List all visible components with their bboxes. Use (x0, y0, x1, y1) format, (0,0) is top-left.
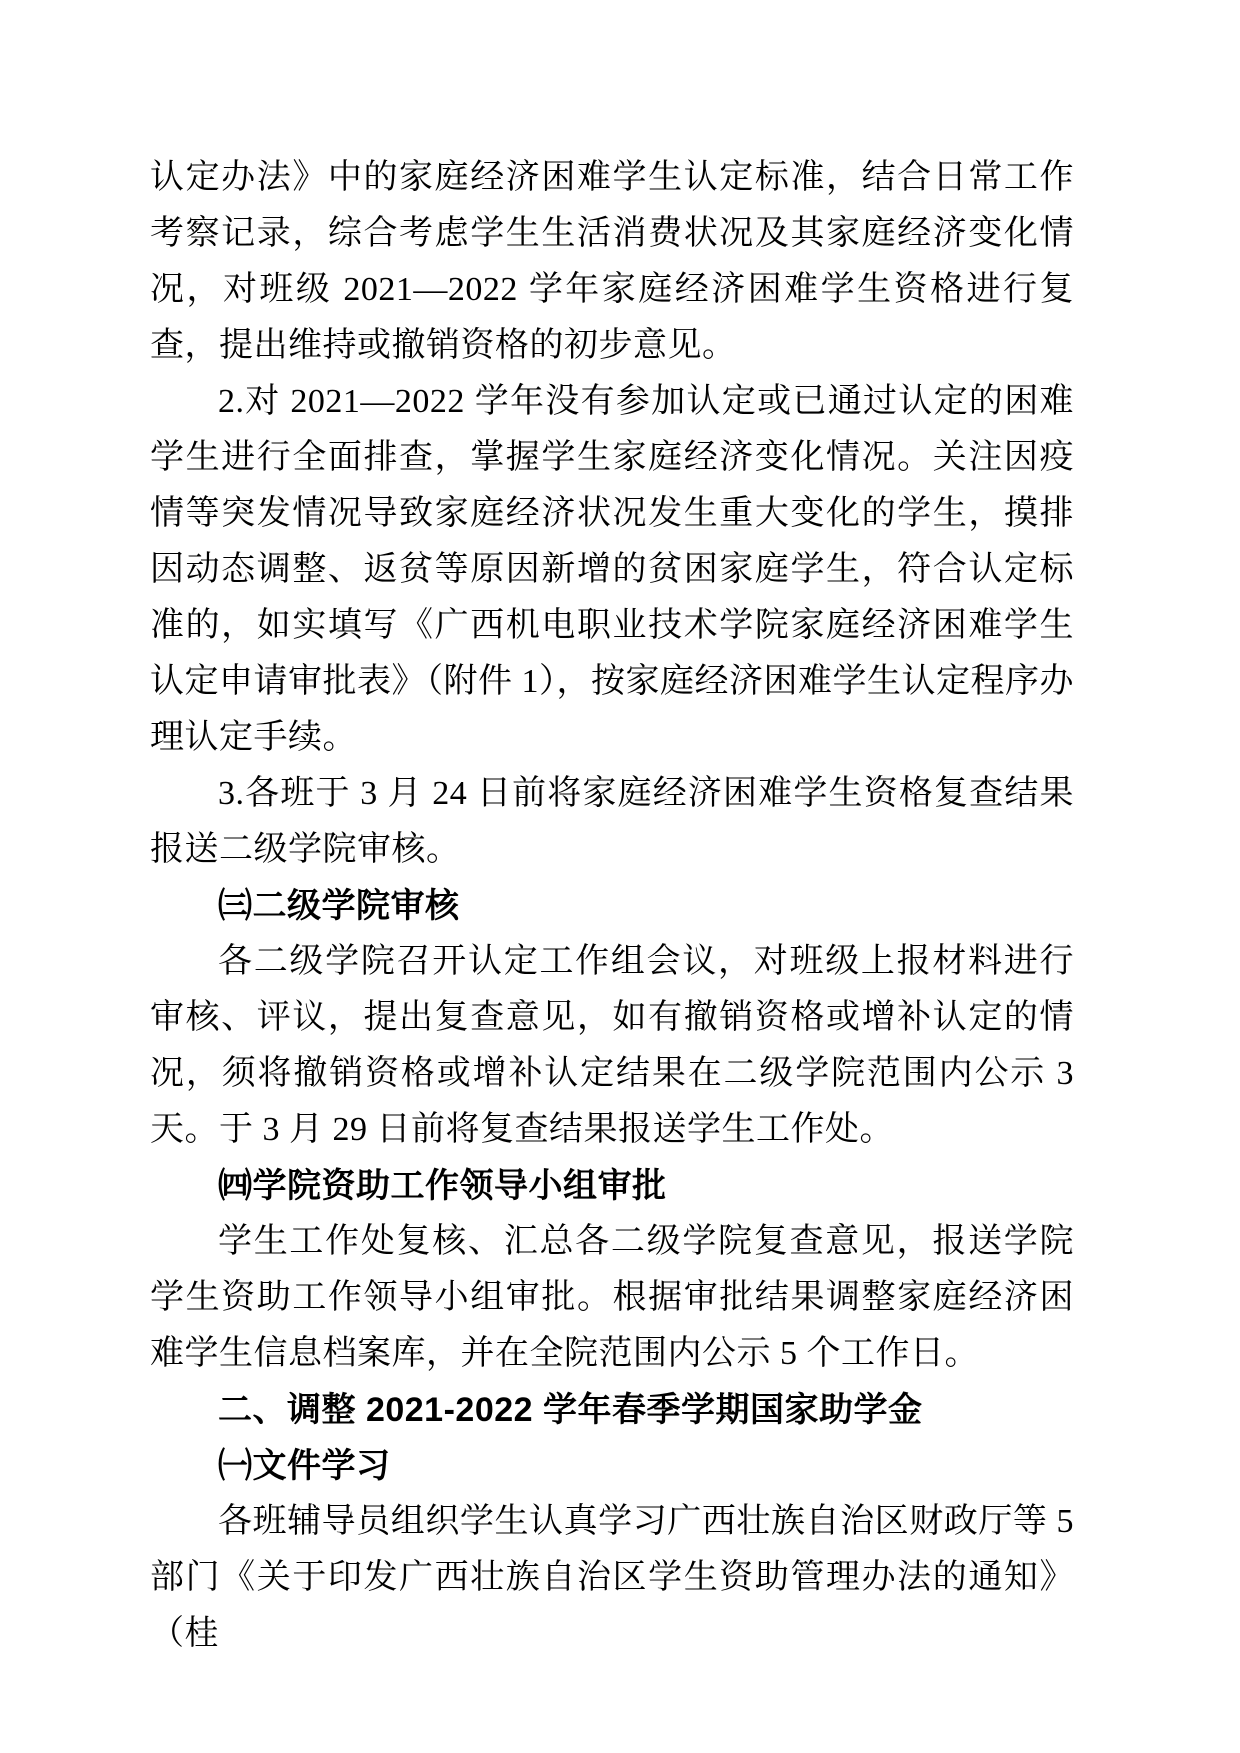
paragraph-item-2-full-screening: 2.对 2021—2022 学年没有参加认定或已通过认定的困难学生进行全面排查，掌握学生家庭经济变化情况。关注因疫情等突发情况导致家庭经济状况发生重大变化的学生，摸排因动态调整、返贫等原因新增的贫困家庭学生，符合认定标准的，如实填写《广西机电职业技术学院家庭经济困难学生认定申请审批表》（附件 1），按家庭经济困难学生认定程序办理认定手续。 (150, 383, 1074, 756)
heading-section-1-document-study: ㈠文件学习 (218, 1447, 391, 1485)
paragraph-document-study-detail: 各班辅导员组织学生认真学习广西壮族自治区财政厅等 5 部门《关于印发广西壮族自治区学生资助管理办法的通知》（桂 (150, 1503, 1074, 1652)
paragraph-secondary-college-review-detail: 各二级学院召开认定工作组会议，对班级上报材料进行审核、评议，提出复查意见，如有撤销资格或增补认定的情况，须将撤销资格或增补认定结果在二级学院范围内公示 3 天。于 3 月 29 日前将复查结果报送学生工作处。 (150, 943, 1074, 1148)
document-content (150, 150, 1074, 1662)
heading-section-3-secondary-college-review: ㈢二级学院审核 (218, 887, 460, 925)
paragraph-carryover-recheck-criteria: 认定办法》中的家庭经济困难学生认定标准，结合日常工作考察记录，综合考虑学生生活消费状况及其家庭经济变化情况，对班级 2021—2022 学年家庭经济困难学生资格进行复查，提出维持或撤销资格的初步意见。 (150, 159, 1074, 364)
heading-part-2-adjust-national-grant: 二、调整 2021-2022 学年春季学期国家助学金 (218, 1391, 923, 1429)
paragraph-item-3-report-deadline: 3.各班于 3 月 24 日前将家庭经济困难学生资格复查结果报送二级学院审核。 (150, 775, 1074, 868)
heading-section-4-funding-leading-group-approval: ㈣学院资助工作领导小组审批 (218, 1167, 667, 1205)
paragraph-funding-leading-group-approval-detail: 学生工作处复核、汇总各二级学院复查意见，报送学院学生资助工作领导小组审批。根据审批结果调整家庭经济困难学生信息档案库，并在全院范围内公示 5 个工作日。 (150, 1223, 1074, 1372)
